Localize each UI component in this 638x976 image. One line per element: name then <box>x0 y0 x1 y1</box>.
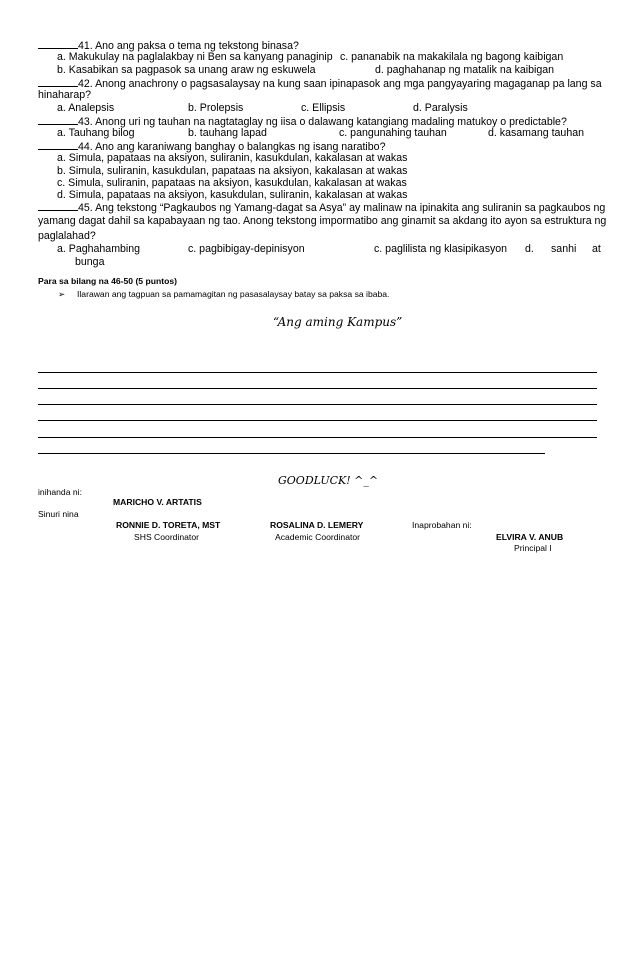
answer-blank-45[interactable] <box>38 200 78 211</box>
q42-option-d: d. Paralysis <box>413 102 468 114</box>
q45-option-c: c. pagbibigay-depinisyon <box>188 243 305 255</box>
checker1-title: SHS Coordinator <box>134 532 199 542</box>
question-45 <box>38 200 605 215</box>
answer-blank-44[interactable] <box>38 139 78 150</box>
question-42-stem: 42. Anong anachrony o pagsasalaysay na kung saan ipinapasok ang mga pangyayaring magaganap pa lang sa <box>78 78 602 90</box>
q42-option-a: a. Analepsis <box>57 102 115 114</box>
q41-option-d: d. paghahanap ng matalik na kaibigan <box>375 64 555 76</box>
question-43-stem: 43. Anong uri ng tauhan na nagtataglay ng iisa o dalawang katangiang madaling matukoy o predictable? <box>78 116 567 128</box>
q44-option-c: c. Simula, suliranin, papataas na aksiyon, kasukdulan, kakalasan at wakas <box>57 177 407 189</box>
bullet-icon: ➢ <box>58 289 66 299</box>
essay-topic: “Ang aming Kampus” <box>273 315 403 329</box>
writing-line[interactable] <box>38 420 597 421</box>
checker2-name: ROSALINA D. LEMERY <box>270 520 364 530</box>
question-42 <box>38 76 602 91</box>
q43-option-a: a. Tauhang bilog <box>57 127 135 139</box>
q43-option-b: b. tauhang lapad <box>188 127 267 139</box>
q43-option-c: c. pangunahing tauhan <box>339 127 447 139</box>
q45-option-d-cont: bunga <box>75 256 105 268</box>
approved-label: Inaprobahan ni: <box>412 520 472 530</box>
q41-option-c: c. pananabik na makakilala ng bagong kaibigan <box>340 51 564 63</box>
question-41-stem: 41. Ano ang paksa o tema ng tekstong binasa? <box>78 40 299 52</box>
writing-line[interactable] <box>38 388 597 389</box>
q45-option-d-word-1: sanhi <box>551 243 577 255</box>
question-44-stem: 44. Ano ang karaniwang banghay o balangkas ng isang naratibo? <box>78 141 386 153</box>
approver-title: Principal I <box>514 543 552 553</box>
q45-option-d-word-2: at <box>592 243 601 255</box>
q45-option-c2: c. paglilista ng klasipikasyon <box>374 243 508 255</box>
q41-option-a: a. Makukulay na paglalakbay ni Ben sa kanyang panaginip <box>57 51 333 63</box>
writing-line[interactable] <box>38 404 597 405</box>
writing-line[interactable] <box>38 453 545 454</box>
goodluck-text: GOODLUCK! ^_^ <box>278 474 379 487</box>
q42-option-b: b. Prolepsis <box>188 102 244 114</box>
q44-option-b: b. Simula, suliranin, kasukdulan, papataas na aksiyon, kakalasan at wakas <box>57 165 408 177</box>
question-45-stem-3: paglalahad? <box>38 230 96 242</box>
writing-line[interactable] <box>38 372 597 373</box>
question-45-stem-1: 45. Ang tekstong “Pagkaubos ng Yamang-dagat sa Asya” ay malinaw na ipinakita ang suliranin sa pagkaubos ng <box>78 202 606 214</box>
checker1-name: RONNIE D. TORETA, MST <box>116 520 221 530</box>
q43-option-d: d. kasamang tauhan <box>488 127 585 139</box>
question-45-stem-2: yamang dagat dahil sa kapabayaan ng tao. Anong tekstong impormatibo ang ginamit sa akdang ito ayon sa estruktura ng <box>38 215 607 227</box>
q44-option-d: d. Simula, papataas na aksiyon, kasukdulan, suliranin, kakalasan at wakas <box>57 189 408 201</box>
prepared-label: inihanda ni: <box>38 487 82 497</box>
section-heading: Para sa bilang na 46-50 (5 puntos) <box>38 276 177 286</box>
section-instruction: Ilarawan ang tagpuan sa pamamagitan ng pasasalaysay batay sa paksa sa ibaba. <box>77 289 390 299</box>
q41-option-b: b. Kasabikan sa pagpasok sa unang araw ng eskuwela <box>57 64 316 76</box>
q45-option-a: a. Paghahambing <box>57 243 141 255</box>
q45-option-d-letter: d. <box>525 243 534 255</box>
prepared-name: MARICHO V. ARTATIS <box>113 497 202 507</box>
answer-blank-43[interactable] <box>38 114 78 125</box>
checked-label: Sinuri nina <box>38 509 79 519</box>
q42-option-c: c. Ellipsis <box>301 102 346 114</box>
q44-option-a: a. Simula, papataas na aksiyon, suliranin, kasukdulan, kakalasan at wakas <box>57 152 408 164</box>
checker2-title: Academic Coordinator <box>275 532 361 542</box>
question-42-stem-cont: hinaharap? <box>38 89 92 101</box>
answer-blank-41[interactable] <box>38 38 78 49</box>
answer-blank-42[interactable] <box>38 76 78 87</box>
approver-name: ELVIRA V. ANUB <box>496 532 564 542</box>
writing-line[interactable] <box>38 437 597 438</box>
